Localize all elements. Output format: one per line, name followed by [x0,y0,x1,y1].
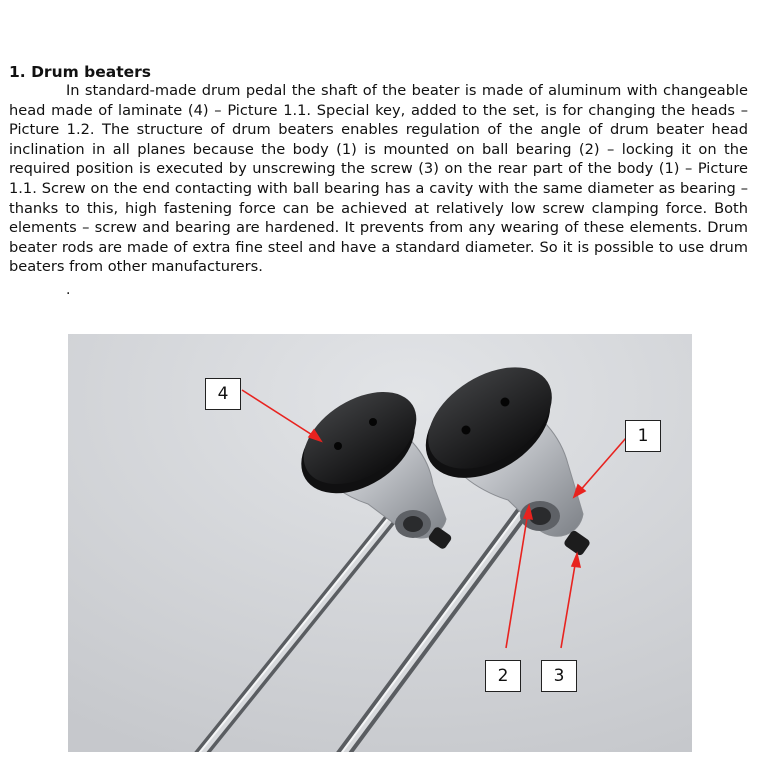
callout-3: 3 [541,660,577,692]
body-paragraph: In standard-made drum pedal the shaft of the beater is made of aluminum with changeable head made of laminate (4) – Picture 1.1. Special key, added to the set, is for changing the heads – Picture 1.2. The structure of drum beaters enables regulation of the angle of drum beater head inclination in all planes because the body (1) is mounted on ball bearing (2) – locking it on the required position is executed by unscrewing the screw (3) on the rear part of the body (1) – Picture 1.1. Screw on the end contacting with ball bearing has a cavity with the same diameter as bearing – thanks to this, high fastening force can be achieved at relatively low screw clamping force. Both elements – screw and bearing are hardened. It prevents from any wearing of these elements. Drum beater rods are made of extra fine steel and have a standard diameter. So it is possible to use drum beaters from other manufacturers. [9,82,748,276]
drum-beaters-photo [68,334,692,752]
callout-1: 1 [625,420,661,452]
stray-mark: . [66,282,71,298]
callout-4: 4 [205,378,241,410]
section-heading: 1. Drum beaters [9,63,152,81]
callout-2: 2 [485,660,521,692]
drum-beaters-illustration [68,334,692,752]
